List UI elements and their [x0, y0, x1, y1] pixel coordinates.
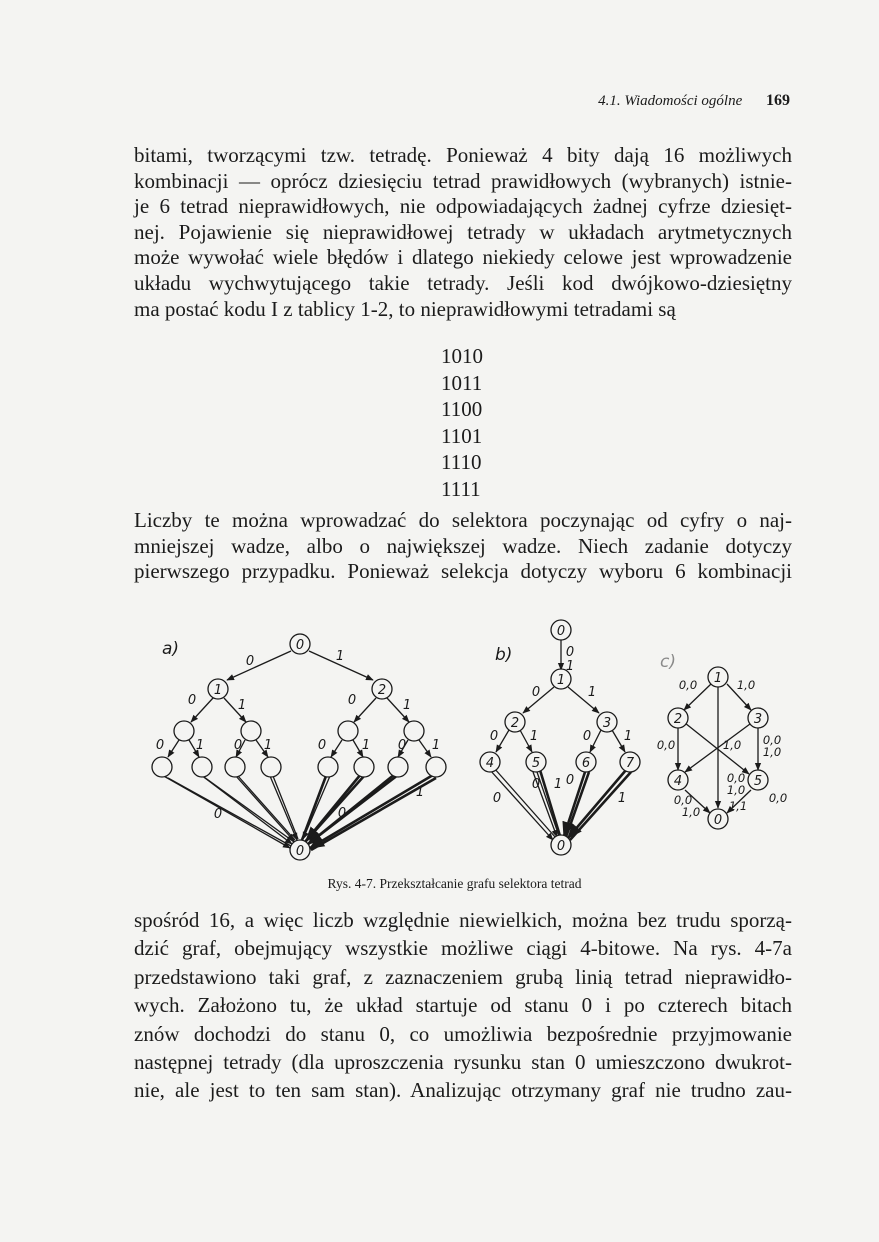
node-label: 2 — [510, 716, 520, 731]
node-label: 1 — [713, 671, 723, 686]
page-number: 169 — [766, 92, 790, 109]
graph-edge — [168, 740, 179, 757]
text-line: nie, ale jest to ten sam stan). Analizując otrzymany graf nie trudno zau- — [134, 1078, 792, 1103]
edge-label: 1 — [587, 685, 597, 700]
graph-node — [338, 721, 358, 741]
edge-label: 0 — [213, 807, 223, 822]
edge-label: 0,0 — [768, 791, 788, 805]
graph-edge — [419, 740, 431, 757]
edge-label: 0 — [187, 693, 197, 708]
node-label: 0 — [295, 844, 305, 859]
text-line: przedstawiono taki graf, z zaznaczeniem grubą linią tetrad nieprawidło- — [134, 964, 792, 989]
graph-edge — [590, 730, 601, 752]
node-label: 1 — [213, 683, 223, 698]
tetrad-value: 1100 — [441, 397, 483, 422]
paragraph-2 — [134, 508, 792, 585]
edge-label: 1,0 — [736, 678, 756, 692]
edge-label: 1 — [553, 777, 563, 792]
graph-edge — [354, 698, 376, 722]
node-label: 4 — [485, 756, 495, 771]
graph-node — [241, 721, 261, 741]
edge-label: 1,0 — [722, 738, 742, 752]
edge-label: 0,0 — [656, 738, 676, 752]
edge-label: 0 — [582, 729, 592, 744]
edge-label: 1 — [195, 738, 205, 753]
graph-node — [192, 757, 212, 777]
graph-panel-a — [152, 634, 446, 860]
page-header — [0, 92, 790, 110]
graph-node — [261, 757, 281, 777]
node-label: 2 — [673, 712, 683, 727]
graph-node — [152, 757, 172, 777]
graph-node — [318, 757, 338, 777]
edge-label: 1 — [529, 729, 539, 744]
node-label: 5 — [753, 774, 763, 789]
panel-label: c) — [660, 652, 676, 672]
node-label: 6 — [581, 756, 591, 771]
edge-label: 1,0 — [681, 805, 701, 819]
edge-label: 1 — [237, 698, 247, 713]
graph-node — [426, 757, 446, 777]
graph-edge — [168, 778, 291, 846]
thick-edge — [570, 772, 631, 840]
panel-label: a) — [162, 639, 180, 659]
text-line: dzić graf, obejmujący wszystkie możliwe ciągi 4-bitowe. Na rys. 4-7a — [134, 936, 792, 961]
text-line: może wywołać wiele błędów i dlatego niekiedy celowe jest wprowadzenie — [134, 245, 792, 270]
edge-label: 1 — [361, 738, 371, 753]
text-line: nej. Pojawienie się nieprawidłowej tetrady w układach arytmetycznych — [134, 219, 792, 244]
edge-label: 0 — [531, 777, 541, 792]
section-title: 4.1. Wiadomości ogólne — [598, 93, 743, 109]
tetrad-value: 1111 — [441, 476, 481, 501]
edge-label: 0 — [317, 738, 327, 753]
edge-label: 0 — [347, 693, 357, 708]
graph-node — [354, 757, 374, 777]
paragraph-1 — [134, 143, 792, 322]
tetrad-list — [441, 343, 483, 503]
text-line: ma postać kodu I z tablicy 1-2, to nieprawidłowymi tetradami są — [134, 296, 676, 321]
text-line: Liczby te można wprowadzać do selektora poczynając od cyfry o naj- — [134, 508, 792, 532]
edge-label: 1,0 — [762, 745, 782, 759]
panel-label: b) — [495, 645, 513, 665]
edge-label: 0,0 — [678, 678, 698, 692]
edge-label: 1 — [565, 659, 575, 674]
edge-label: 1 — [263, 738, 273, 753]
edge-label: 1 — [335, 649, 345, 664]
graph-node — [225, 757, 245, 777]
graph-node — [404, 721, 424, 741]
edge-label: 0 — [245, 654, 255, 669]
text-line: bitami, tworzącymi tzw. tetradę. Ponieważ 4 bity dają 16 możliwych — [134, 143, 792, 167]
tetrad-value: 1010 — [441, 344, 483, 368]
tetrad-value: 1011 — [441, 370, 483, 395]
node-label: 4 — [673, 774, 683, 789]
graph-panel-c — [657, 652, 787, 829]
edge-label: 0,0 — [762, 733, 782, 747]
graph-edge — [494, 768, 556, 838]
node-label: 2 — [377, 683, 387, 698]
tetrad-value: 1101 — [441, 423, 483, 448]
edge-label: 0 — [489, 729, 499, 744]
edge-label: 1 — [431, 738, 441, 753]
text-line: spośród 16, a więc liczb względnie niewielkich, można bez trudu sporzą- — [134, 908, 792, 932]
edge-label: 1 — [617, 791, 627, 806]
node-label: 7 — [625, 756, 635, 771]
node-label: 3 — [602, 716, 612, 731]
text-line: pierwszego przypadku. Ponieważ selekcja dotyczy wyboru 6 kombinacji — [134, 559, 792, 584]
graph-panel-b — [480, 620, 640, 855]
edge-label: 1 — [402, 698, 412, 713]
edge-label: 0,0 — [726, 771, 746, 785]
edge-label: 1 — [623, 729, 633, 744]
node-label: 0 — [556, 839, 566, 854]
edge-label: 0 — [492, 791, 502, 806]
edge-label: 0 — [397, 738, 407, 753]
text-line: je 6 tetrad nieprawidłowych, nie odpowiadających żadnej cyfrze dziesięt- — [134, 194, 792, 219]
figure-caption: Rys. 4-7. Przekształcanie grafu selektora tetrad — [327, 876, 582, 891]
node-label: 0 — [556, 624, 566, 639]
edge-label: 0 — [233, 738, 243, 753]
graph-node — [388, 757, 408, 777]
graph-edge — [227, 651, 291, 680]
edge-label: 1,0 — [726, 783, 746, 797]
graph-node — [174, 721, 194, 741]
tetrad-value: 1110 — [441, 450, 482, 475]
node-label: 3 — [753, 712, 763, 727]
edge-label: 0,0 — [673, 793, 693, 807]
text-line: wych. Założono tu, że układ startuje od stanu 0 i po czterech bitach — [134, 993, 792, 1018]
node-label: 0 — [713, 813, 723, 828]
figure-4-7 — [140, 612, 800, 872]
node-label: 5 — [531, 756, 541, 771]
edge-label: 1,1 — [728, 799, 748, 813]
text-line: mniejszej wadze, albo o największej wadze. Niech zadanie dotyczy — [134, 533, 792, 558]
node-label: 0 — [295, 638, 305, 653]
node-label: 1 — [556, 673, 566, 688]
edge-label: 0 — [337, 806, 347, 821]
paragraph-3 — [134, 906, 792, 1105]
edge-label: 0 — [155, 738, 165, 753]
edge-label: 0 — [531, 685, 541, 700]
text-line: następnej tetrady (dla uproszczenia rysunku stan 0 umieszczono dwukrot- — [134, 1050, 792, 1075]
edge-label: 0 — [565, 645, 575, 660]
edge-label: 0 — [565, 773, 575, 788]
text-line: kombinacji — oprócz dziesięciu tetrad prawidłowych (wybranych) istnie- — [134, 168, 792, 193]
edge-label: 1 — [415, 785, 425, 800]
graph-edge — [331, 740, 342, 757]
text-line: znów dochodzi do stanu 0, co umożliwia bezpośrednie przyjmowanie — [134, 1021, 792, 1046]
text-line: układu wychwytującego takie tetrady. Jeśli kod dwójkowo-dziesiętny — [134, 270, 792, 295]
